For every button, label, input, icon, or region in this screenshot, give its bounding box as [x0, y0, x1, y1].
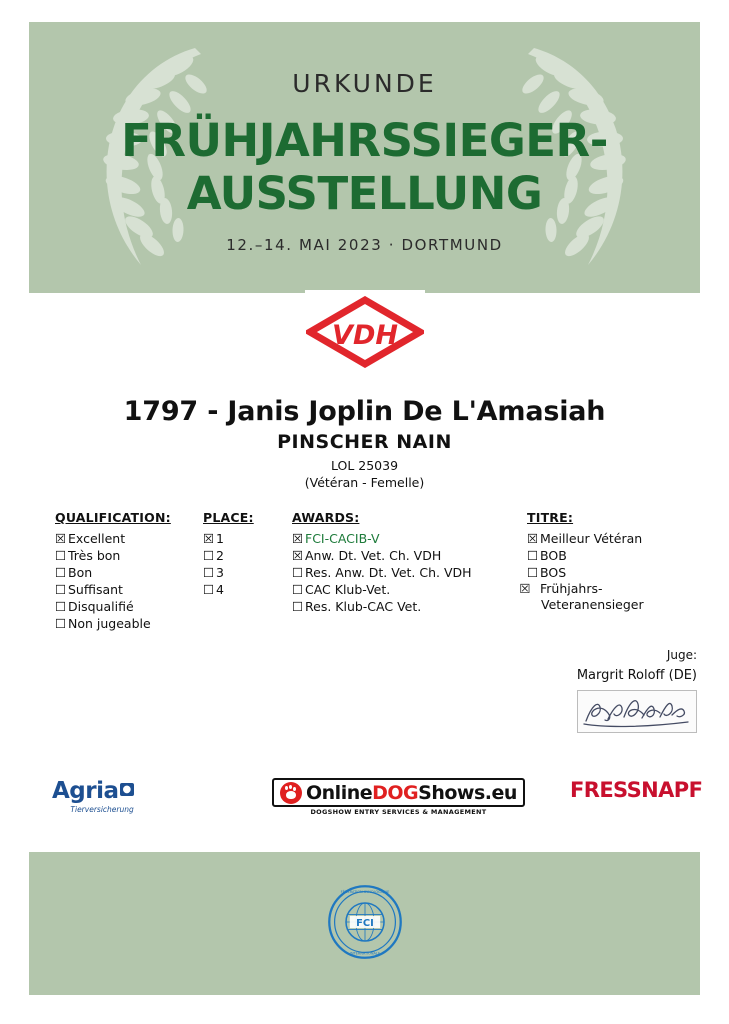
place-option-4[interactable] — [203, 581, 283, 598]
option-label: Meilleur Vétéran — [540, 531, 643, 546]
option-label: Disqualifié — [68, 599, 134, 614]
checkbox-unchecked[interactable]: ☐ — [203, 582, 215, 597]
svg-text:INTERNATIONALE: INTERNATIONALE — [349, 951, 380, 956]
checkbox-unchecked[interactable]: ☐ — [292, 599, 304, 614]
show-date-location: 12.–14. MAI 2023 · DORTMUND — [226, 236, 503, 254]
titre-column — [519, 510, 702, 613]
svg-text:VDH: VDH — [331, 320, 398, 351]
fressnapf-wordmark: FRESSNAPF — [570, 778, 703, 802]
dog-info — [0, 396, 729, 490]
option-label: Suffisant — [68, 582, 123, 597]
option-label: Res. Anw. Dt. Vet. Ch. VDH — [305, 565, 472, 580]
judge-name: Margrit Roloff (DE) — [576, 668, 697, 683]
signature-scribble-icon — [578, 691, 696, 732]
awards-option-cac-klub-vet[interactable] — [292, 581, 507, 598]
awards-column — [292, 510, 507, 615]
checkbox-checked[interactable]: ☒ — [519, 581, 531, 596]
checkbox-unchecked[interactable]: ☐ — [203, 548, 215, 563]
ods-part-shows: Shows — [418, 782, 485, 804]
fci-logo-icon — [327, 884, 403, 960]
svg-text:FÉDÉRATION CYNOLOGIQUE: FÉDÉRATION CYNOLOGIQUE — [340, 890, 389, 895]
checkbox-unchecked[interactable]: ☐ — [55, 565, 67, 580]
agria-badge-icon: ● — [120, 783, 134, 796]
option-label: 4 — [216, 582, 224, 597]
option-label: Excellent — [68, 531, 126, 546]
judge-label: Juge: — [666, 648, 697, 662]
ods-part-eu: .eu — [484, 782, 517, 804]
show-title-line2: AUSSTELLUNG — [186, 167, 543, 220]
sponsor-row — [0, 778, 729, 834]
qualification-option-disqualifie[interactable] — [55, 598, 200, 615]
place-option-1[interactable] — [203, 530, 283, 547]
option-label: 2 — [216, 548, 224, 563]
awards-option-fci-cacib-v[interactable] — [292, 530, 507, 547]
checkbox-unchecked[interactable]: ☐ — [292, 582, 304, 597]
checkbox-unchecked[interactable]: ☐ — [527, 565, 539, 580]
option-label: Anw. Dt. Vet. Ch. VDH — [305, 548, 442, 563]
checkbox-checked[interactable]: ☒ — [527, 531, 539, 546]
option-label: Très bon — [68, 548, 121, 563]
vdh-logo-container — [305, 290, 425, 374]
certificate-kicker: URKUNDE — [292, 69, 437, 98]
checkbox-checked[interactable]: ☒ — [55, 531, 67, 546]
agria-wordmark: Agria — [52, 778, 119, 804]
checkbox-checked[interactable]: ☒ — [292, 548, 304, 563]
place-heading: PLACE: — [203, 510, 254, 525]
awards-heading: AWARDS: — [292, 510, 360, 525]
qualification-option-excellent[interactable] — [55, 530, 200, 547]
judge-signature — [577, 690, 697, 733]
option-label: BOB — [540, 548, 567, 563]
checkbox-unchecked[interactable]: ☐ — [292, 565, 304, 580]
option-label: Non jugeable — [68, 616, 151, 631]
qualification-option-tres-bon[interactable] — [55, 547, 200, 564]
option-label: 3 — [216, 565, 224, 580]
qualification-option-bon[interactable] — [55, 564, 200, 581]
awards-option-res-klub-cac-vet[interactable] — [292, 598, 507, 615]
checkbox-checked[interactable]: ☒ — [292, 531, 304, 546]
sponsor-agria — [52, 778, 134, 814]
awards-option-res-anw-dt-vet-ch-vdh[interactable] — [292, 564, 507, 581]
header-banner — [29, 22, 700, 293]
titre-option-meilleur-veteran[interactable] — [527, 530, 702, 547]
checkbox-unchecked[interactable]: ☐ — [55, 548, 67, 563]
qualification-option-suffisant[interactable] — [55, 581, 200, 598]
dog-class-sex: (Vétéran - Femelle) — [304, 475, 425, 490]
qualification-option-non-jugeable[interactable] — [55, 615, 200, 632]
titre-option-bob[interactable] — [527, 547, 702, 564]
paw-icon — [280, 782, 302, 804]
option-label: FCI-CACIB-V — [305, 531, 380, 546]
checkbox-unchecked[interactable]: ☐ — [55, 599, 67, 614]
place-option-3[interactable] — [203, 564, 283, 581]
footer-banner — [29, 852, 700, 995]
qualification-heading: QUALIFICATION: — [55, 510, 171, 525]
titre-heading: TITRE: — [527, 510, 574, 525]
ods-tagline: DOGSHOW ENTRY SERVICES & MANAGEMENT — [310, 808, 487, 816]
option-label: Bon — [68, 565, 93, 580]
ods-part-dog: DOG — [372, 782, 419, 804]
svg-text:FCI: FCI — [355, 917, 374, 929]
show-title-line1: FRÜHJAHRSSIEGER- — [121, 114, 608, 167]
dog-catalog-and-name: 1797 - Janis Joplin De L'Amasiah — [123, 396, 606, 427]
option-label: 1 — [216, 531, 224, 546]
sponsor-onlinedogshows — [272, 778, 525, 816]
vdh-logo-icon — [306, 296, 424, 368]
dog-breed: PINSCHER NAIN — [277, 431, 452, 453]
ods-part-online: Online — [306, 782, 373, 804]
option-label: Res. Klub-CAC Vet. — [305, 599, 422, 614]
option-label: CAC Klub-Vet. — [305, 582, 391, 597]
dog-registration-number: LOL 25039 — [330, 458, 399, 473]
checkbox-unchecked[interactable]: ☐ — [527, 548, 539, 563]
awards-option-anw-dt-vet-ch-vdh[interactable] — [292, 547, 507, 564]
checkbox-unchecked[interactable]: ☐ — [55, 616, 67, 631]
titre-option-bos[interactable] — [527, 564, 702, 581]
checkbox-unchecked[interactable]: ☐ — [203, 565, 215, 580]
result-columns — [0, 510, 729, 640]
checkbox-unchecked[interactable]: ☐ — [55, 582, 67, 597]
checkbox-checked[interactable]: ☒ — [203, 531, 215, 546]
qualification-column — [55, 510, 200, 632]
titre-option-fruehjahrs-veteranensieger[interactable] — [519, 581, 702, 613]
sponsor-fressnapf — [570, 778, 702, 802]
agria-tagline: Tierversicherung — [70, 805, 134, 814]
place-column — [203, 510, 283, 598]
option-label: Frühjahrs-Veteranensieger — [540, 581, 644, 612]
place-option-2[interactable] — [203, 547, 283, 564]
option-label: BOS — [540, 565, 567, 580]
